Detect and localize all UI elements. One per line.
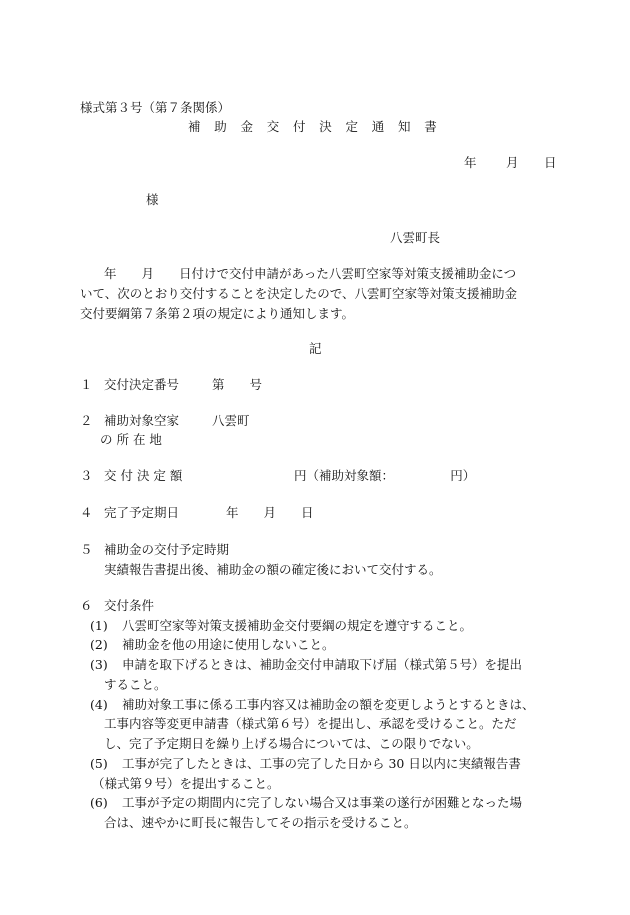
- condition-1-text: 八雲町空家等対策支援補助金交付要綱の規定を遵守すること。: [122, 618, 473, 633]
- intro-line-3: 交付要綱第７条第２項の規定により通知します。: [80, 306, 355, 321]
- condition-6-text-line-1: 工事が予定の期間内に完了しない場合又は事業の遂行が困難となった場: [122, 795, 523, 810]
- document-title: 補 助 金 交 付 決 定 通 知 書: [188, 119, 438, 134]
- condition-1-number: (1): [90, 618, 108, 633]
- ki-heading: 記: [309, 341, 322, 356]
- addressee-honorific: 様: [146, 192, 159, 207]
- condition-4-text-line-1: 補助対象工事に係る工事内容又は補助金の額を変更しようとするときは、: [122, 697, 535, 712]
- item2-value: 八雲町: [212, 413, 250, 428]
- condition-3-text-line-2: すること。: [104, 677, 167, 692]
- item5-label: 補助金の交付予定時期: [104, 542, 230, 557]
- condition-5-text-line-2: （様式第９号）を提出すること。: [92, 776, 280, 791]
- item6-number: ６: [80, 598, 93, 613]
- item2-label-continued: の 所 在 地: [100, 432, 162, 447]
- condition-4-text-line-2: 工事内容等変更申請書（様式第６号）を提出し、承認を受けること。ただ: [104, 716, 517, 731]
- date-month: 月: [506, 155, 519, 170]
- issuer-name: 八雲町長: [390, 230, 441, 245]
- condition-5-number: (5): [90, 756, 108, 771]
- item3-value: 円（補助対象額： 円）: [294, 468, 476, 483]
- item2-number: ２: [80, 413, 93, 428]
- item5-number: ５: [80, 542, 93, 557]
- item1-label: 交付決定番号: [104, 377, 180, 392]
- condition-5-text-line-1: 工事が完了したときは、工事の完了した日から 30 日以内に実績報告書: [122, 756, 521, 771]
- item1-value: 第 号: [212, 377, 263, 392]
- item6-label: 交付条件: [104, 598, 155, 613]
- item2-label: 補助対象空家: [104, 413, 180, 428]
- item3-label: 交 付 決 定 額: [104, 468, 183, 483]
- condition-4-number: (4): [90, 697, 108, 712]
- date-year: 年: [464, 155, 477, 170]
- item5-description: 実績報告書提出後、補助金の額の確定後において交付する。: [104, 562, 442, 577]
- condition-2-number: (2): [90, 637, 108, 652]
- condition-3-text-line-1: 申請を取下げるときは、補助金交付申請取下げ届（様式第５号）を提出: [122, 657, 523, 672]
- condition-6-number: (6): [90, 795, 108, 810]
- item3-number: ３: [80, 468, 93, 483]
- condition-4-text-line-3: し、完了予定期日を繰り上げる場合については、この限りでない。: [104, 736, 479, 751]
- intro-line-1: 年 月 日付けで交付申請があった八雲町空家等対策支援補助金につ: [104, 266, 517, 281]
- condition-6-text-line-2: 合は、速やかに町長に報告してその指示を受けること。: [104, 815, 417, 830]
- item1-number: １: [80, 377, 93, 392]
- intro-line-2: いて、次のとおり交付することを決定したので、八雲町空家等対策支援補助金: [80, 286, 518, 301]
- item4-number: ４: [80, 505, 93, 520]
- condition-2-text: 補助金を他の用途に使用しないこと。: [122, 637, 335, 652]
- condition-3-number: (3): [90, 657, 108, 672]
- date-day: 日: [544, 155, 557, 170]
- item4-label: 完了予定期日: [104, 505, 180, 520]
- form-number: 様式第３号（第７条関係）: [80, 100, 231, 115]
- item4-value: 年 月 日: [226, 505, 314, 520]
